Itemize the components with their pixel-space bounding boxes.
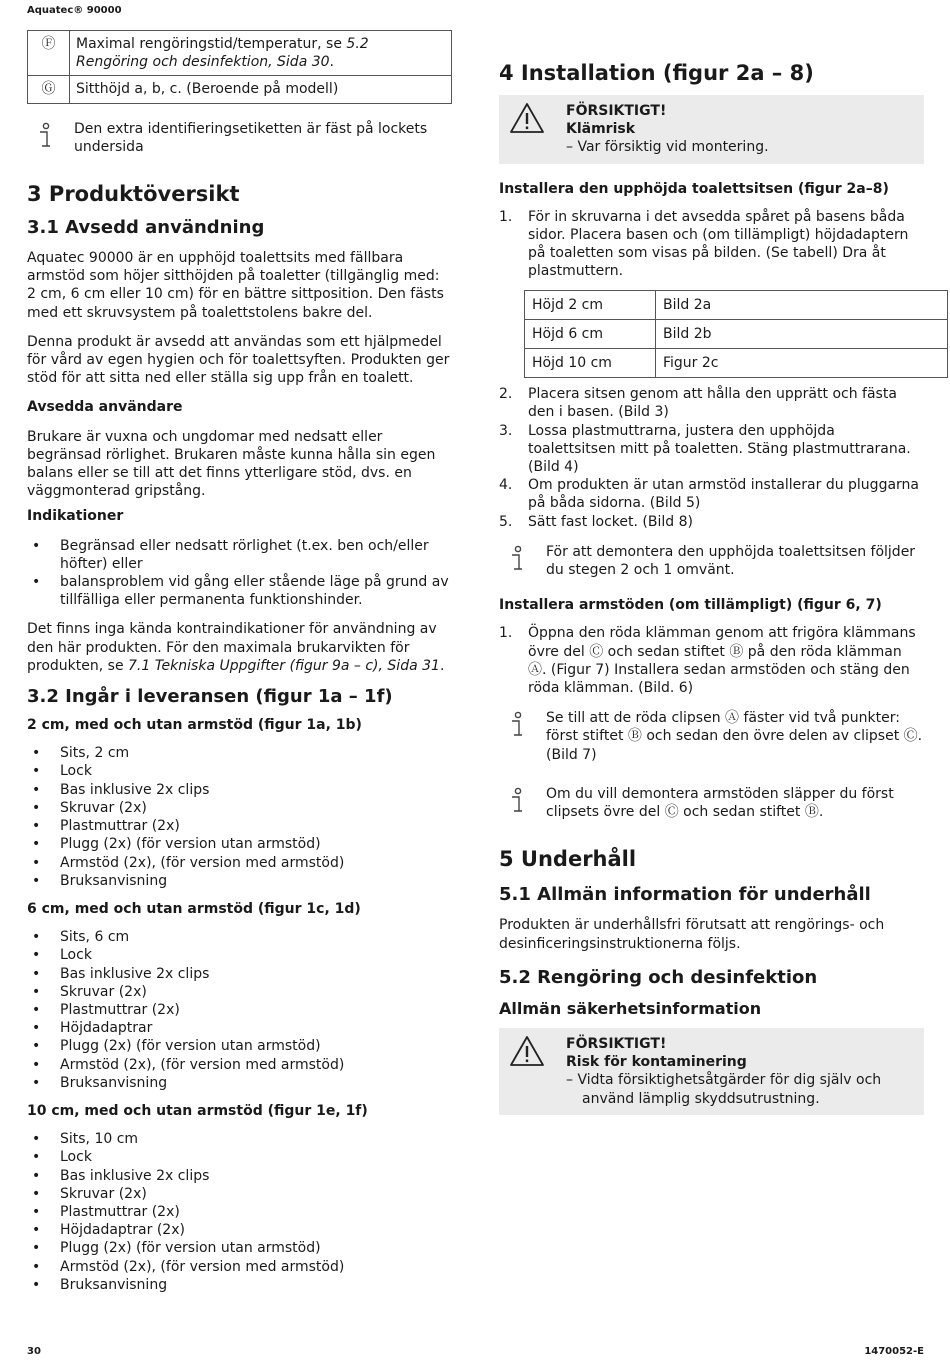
section-heading: 5 Underhåll	[499, 847, 637, 872]
paragraph: Produkten är underhållsfri förutsatt att rengörings- och desinficeringsinstruktionerna följs.	[499, 917, 885, 952]
list-item: • Skruvar (2x)	[27, 799, 452, 817]
legend-table	[27, 30, 452, 104]
list-item: • Skruvar (2x)	[27, 983, 452, 1001]
delivery-list	[27, 1130, 452, 1294]
caution-label: FÖRSIKTIGT!	[566, 103, 667, 119]
info-note: Se till att de röda clipsen Ⓐ fäster vid två punkter: först stiftet Ⓑ och sedan den övre delen av clipset Ⓒ. (Bild 7)	[499, 709, 924, 764]
minor-heading: Installera armstöden (om tillämpligt) (figur 6, 7)	[499, 597, 882, 614]
cross-reference-link[interactable]: 7.1 Tekniska Uppgifter (figur 9a – c), Sida 31	[128, 657, 440, 674]
caution-action: – Var försiktig vid montering.	[566, 139, 769, 156]
subsection-heading: 5.1 Allmän information för underhåll	[499, 884, 871, 906]
paragraph: Det finns inga kända kontraindikationer för användning av den här produkten. För den maximala brukarvikten för produkten, se 7.1 Tekniska Uppgifter (figur 9a – c), Sida 31.	[27, 621, 445, 674]
info-note: Den extra identifieringsetiketten är fäst på lockets undersida	[27, 120, 452, 156]
subsection-heading: 3.1 Avsedd användning	[27, 217, 265, 239]
install-steps	[499, 385, 924, 531]
step-item: 4. Om produkten är utan armstöd installerar du pluggarna på båda sidorna. (Bild 5)	[499, 477, 919, 512]
step-item: 3. Lossa plastmuttrarna, justera den upphöjda toalettsitsen mitt på toaletten. Stäng plastmuttrarana. (Bild 4)	[499, 422, 911, 476]
caution-box	[499, 95, 924, 164]
list-item: • Lock	[27, 1148, 452, 1166]
subsection-heading: 5.2 Rengöring och desinfektion	[499, 966, 818, 988]
legend-symbol: Ⓖ	[28, 76, 70, 103]
list-item: • Bruksanvisning	[27, 1074, 452, 1092]
table-row: Höjd 6 cm Bild 2b	[525, 319, 948, 348]
info-icon	[505, 711, 527, 739]
list-item: • Plugg (2x) (för version utan armstöd)	[27, 835, 452, 853]
warning-triangle-icon	[509, 1035, 545, 1067]
caution-box	[499, 1028, 924, 1115]
list-item: • Plastmuttrar (2x)	[27, 1203, 452, 1221]
minor-heading: 2 cm, med och utan armstöd (figur 1a, 1b)	[27, 717, 362, 734]
list-item: • Begränsad eller nedsatt rörlighet (t.ex. ben och/eller höfter) eller	[27, 537, 452, 573]
list-item: • Armstöd (2x), (för version med armstöd)	[27, 854, 452, 872]
list-item: • Bas inklusive 2x clips	[27, 781, 452, 799]
list-item: • Lock	[27, 946, 452, 964]
legend-text: Maximal rengöringstid/temperatur, se 5.2 Rengöring och desinfektion, Sida 30.	[70, 31, 452, 76]
document-id: 1470052-E	[864, 1346, 924, 1357]
list-item: • Sits, 2 cm	[27, 744, 452, 762]
minor-heading: 10 cm, med och utan armstöd (figur 1e, 1f)	[27, 1102, 368, 1119]
legend-symbol: Ⓕ	[28, 31, 70, 76]
table-row: Höjd 2 cm Bild 2a	[525, 290, 948, 319]
step-item: 2. Placera sitsen genom att hålla den upprätt och fästa den i basen. (Bild 3)	[499, 386, 897, 421]
indications-list	[27, 537, 452, 610]
legend-text: Sitthöjd a, b, c. (Beroende på modell)	[70, 76, 452, 103]
delivery-list	[27, 928, 452, 1092]
info-note: För att demontera den upphöjda toalettsitsen följder du stegen 2 och 1 omvänt.	[499, 543, 924, 579]
paragraph: Brukare är vuxna och ungdomar med nedsatt eller begränsad rörlighet. Brukaren måste kunna hålla sin egen balans eller se till att det finns ytterligare stöd, dvs. en väggmonterad gripstång.	[27, 428, 436, 500]
list-item: • Bruksanvisning	[27, 1276, 452, 1294]
minor-heading: Avsedda användare	[27, 399, 183, 416]
minor-heading: Indikationer	[27, 508, 124, 525]
delivery-list	[27, 744, 452, 890]
list-item: • Plugg (2x) (för version utan armstöd)	[27, 1239, 452, 1257]
info-icon	[33, 122, 55, 150]
armrest-steps	[499, 624, 924, 697]
list-item: • Plastmuttrar (2x)	[27, 1001, 452, 1019]
section-heading: 3 Produktöversikt	[27, 182, 240, 207]
minor-heading: Installera den upphöjda toalettsitsen (figur 2a–8)	[499, 180, 889, 197]
left-column	[27, 30, 452, 1294]
running-header: Aquatec® 90000	[27, 5, 122, 16]
list-item: • Bruksanvisning	[27, 872, 452, 890]
legend-row	[28, 76, 452, 103]
list-item: • Höjdadaptrar (2x)	[27, 1221, 452, 1239]
install-steps	[499, 208, 924, 281]
step-item: 5. Sätt fast locket. (Bild 8)	[499, 513, 693, 530]
list-item: • Skruvar (2x)	[27, 1185, 452, 1203]
info-note: Om du vill demontera armstöden släpper du först clipsets övre del Ⓒ och sedan stiftet Ⓑ.	[499, 785, 924, 821]
caution-risk: Klämrisk	[566, 121, 636, 138]
caution-action: – Vidta försiktighetsåtgärder för dig själv och använd lämplig skyddsutrustning.	[566, 1072, 882, 1107]
cross-reference-link[interactable]: 5.2 Rengöring och desinfektion, Sida 30	[76, 36, 369, 71]
minor-heading: Allmän säkerhetsinformation	[499, 998, 762, 1018]
info-icon	[505, 545, 527, 573]
warning-triangle-icon	[509, 102, 545, 134]
page-number: 30	[27, 1346, 41, 1357]
legend-row	[28, 31, 452, 76]
paragraph: Aquatec 90000 är en upphöjd toalettsits med fällbara armstöd som höjer sitthöjden på toaletter (tillgänglig med: 2 cm, 6 cm eller 10 cm) för en bättre sittposition. Den fästs med ett skruvsystem på toalettstolens bakre del.	[27, 250, 444, 321]
list-item: • Lock	[27, 762, 452, 780]
subsection-heading: 3.2 Ingår i leveransen (figur 1a – 1f)	[27, 686, 393, 708]
list-item: • Armstöd (2x), (för version med armstöd)	[27, 1056, 452, 1074]
list-item: • Bas inklusive 2x clips	[27, 965, 452, 983]
section-heading: 4 Installation (figur 2a – 8)	[499, 61, 814, 85]
info-icon	[505, 787, 527, 815]
paragraph: Denna produkt är avsedd att användas som ett hjälpmedel för vård av egen hygien och för toalettsyften. Produkten ger stöd för att sitta ned eller ställa sig upp från en toalett.	[27, 333, 450, 387]
height-table	[524, 290, 948, 379]
list-item: • Sits, 10 cm	[27, 1130, 452, 1148]
list-item: • Höjdadaptrar	[27, 1019, 452, 1037]
caution-risk: Risk för kontaminering	[566, 1054, 747, 1071]
list-item: • Plugg (2x) (för version utan armstöd)	[27, 1037, 452, 1055]
minor-heading: 6 cm, med och utan armstöd (figur 1c, 1d)	[27, 900, 361, 917]
table-row: Höjd 10 cm Figur 2c	[525, 349, 948, 378]
list-item: • Sits, 6 cm	[27, 928, 452, 946]
list-item: • Plastmuttrar (2x)	[27, 817, 452, 835]
caution-label: FÖRSIKTIGT!	[566, 1035, 667, 1052]
right-column	[499, 60, 924, 1115]
list-item: • Bas inklusive 2x clips	[27, 1167, 452, 1185]
step-item: 1. För in skruvarna i det avsedda spåret på basens båda sidor. Placera basen och (om tillämpligt) höjdadaptern på toaletten som visas på bilden. (Se tabell) Dra åt plastmuttern.	[499, 208, 909, 280]
list-item: • Armstöd (2x), (för version med armstöd)	[27, 1258, 452, 1276]
list-item: • balansproblem vid gång eller stående läge på grund av tillfälliga eller permanenta funktionshinder.	[27, 573, 452, 609]
step-item: 1. Öppna den röda klämman genom att frigöra klämmans övre del Ⓒ och sedan stiftet Ⓑ på den röda klämman Ⓐ. (Figur 7) Installera sedan armstöden och stäng den röda klämman. (Bild. 6)	[499, 625, 916, 697]
